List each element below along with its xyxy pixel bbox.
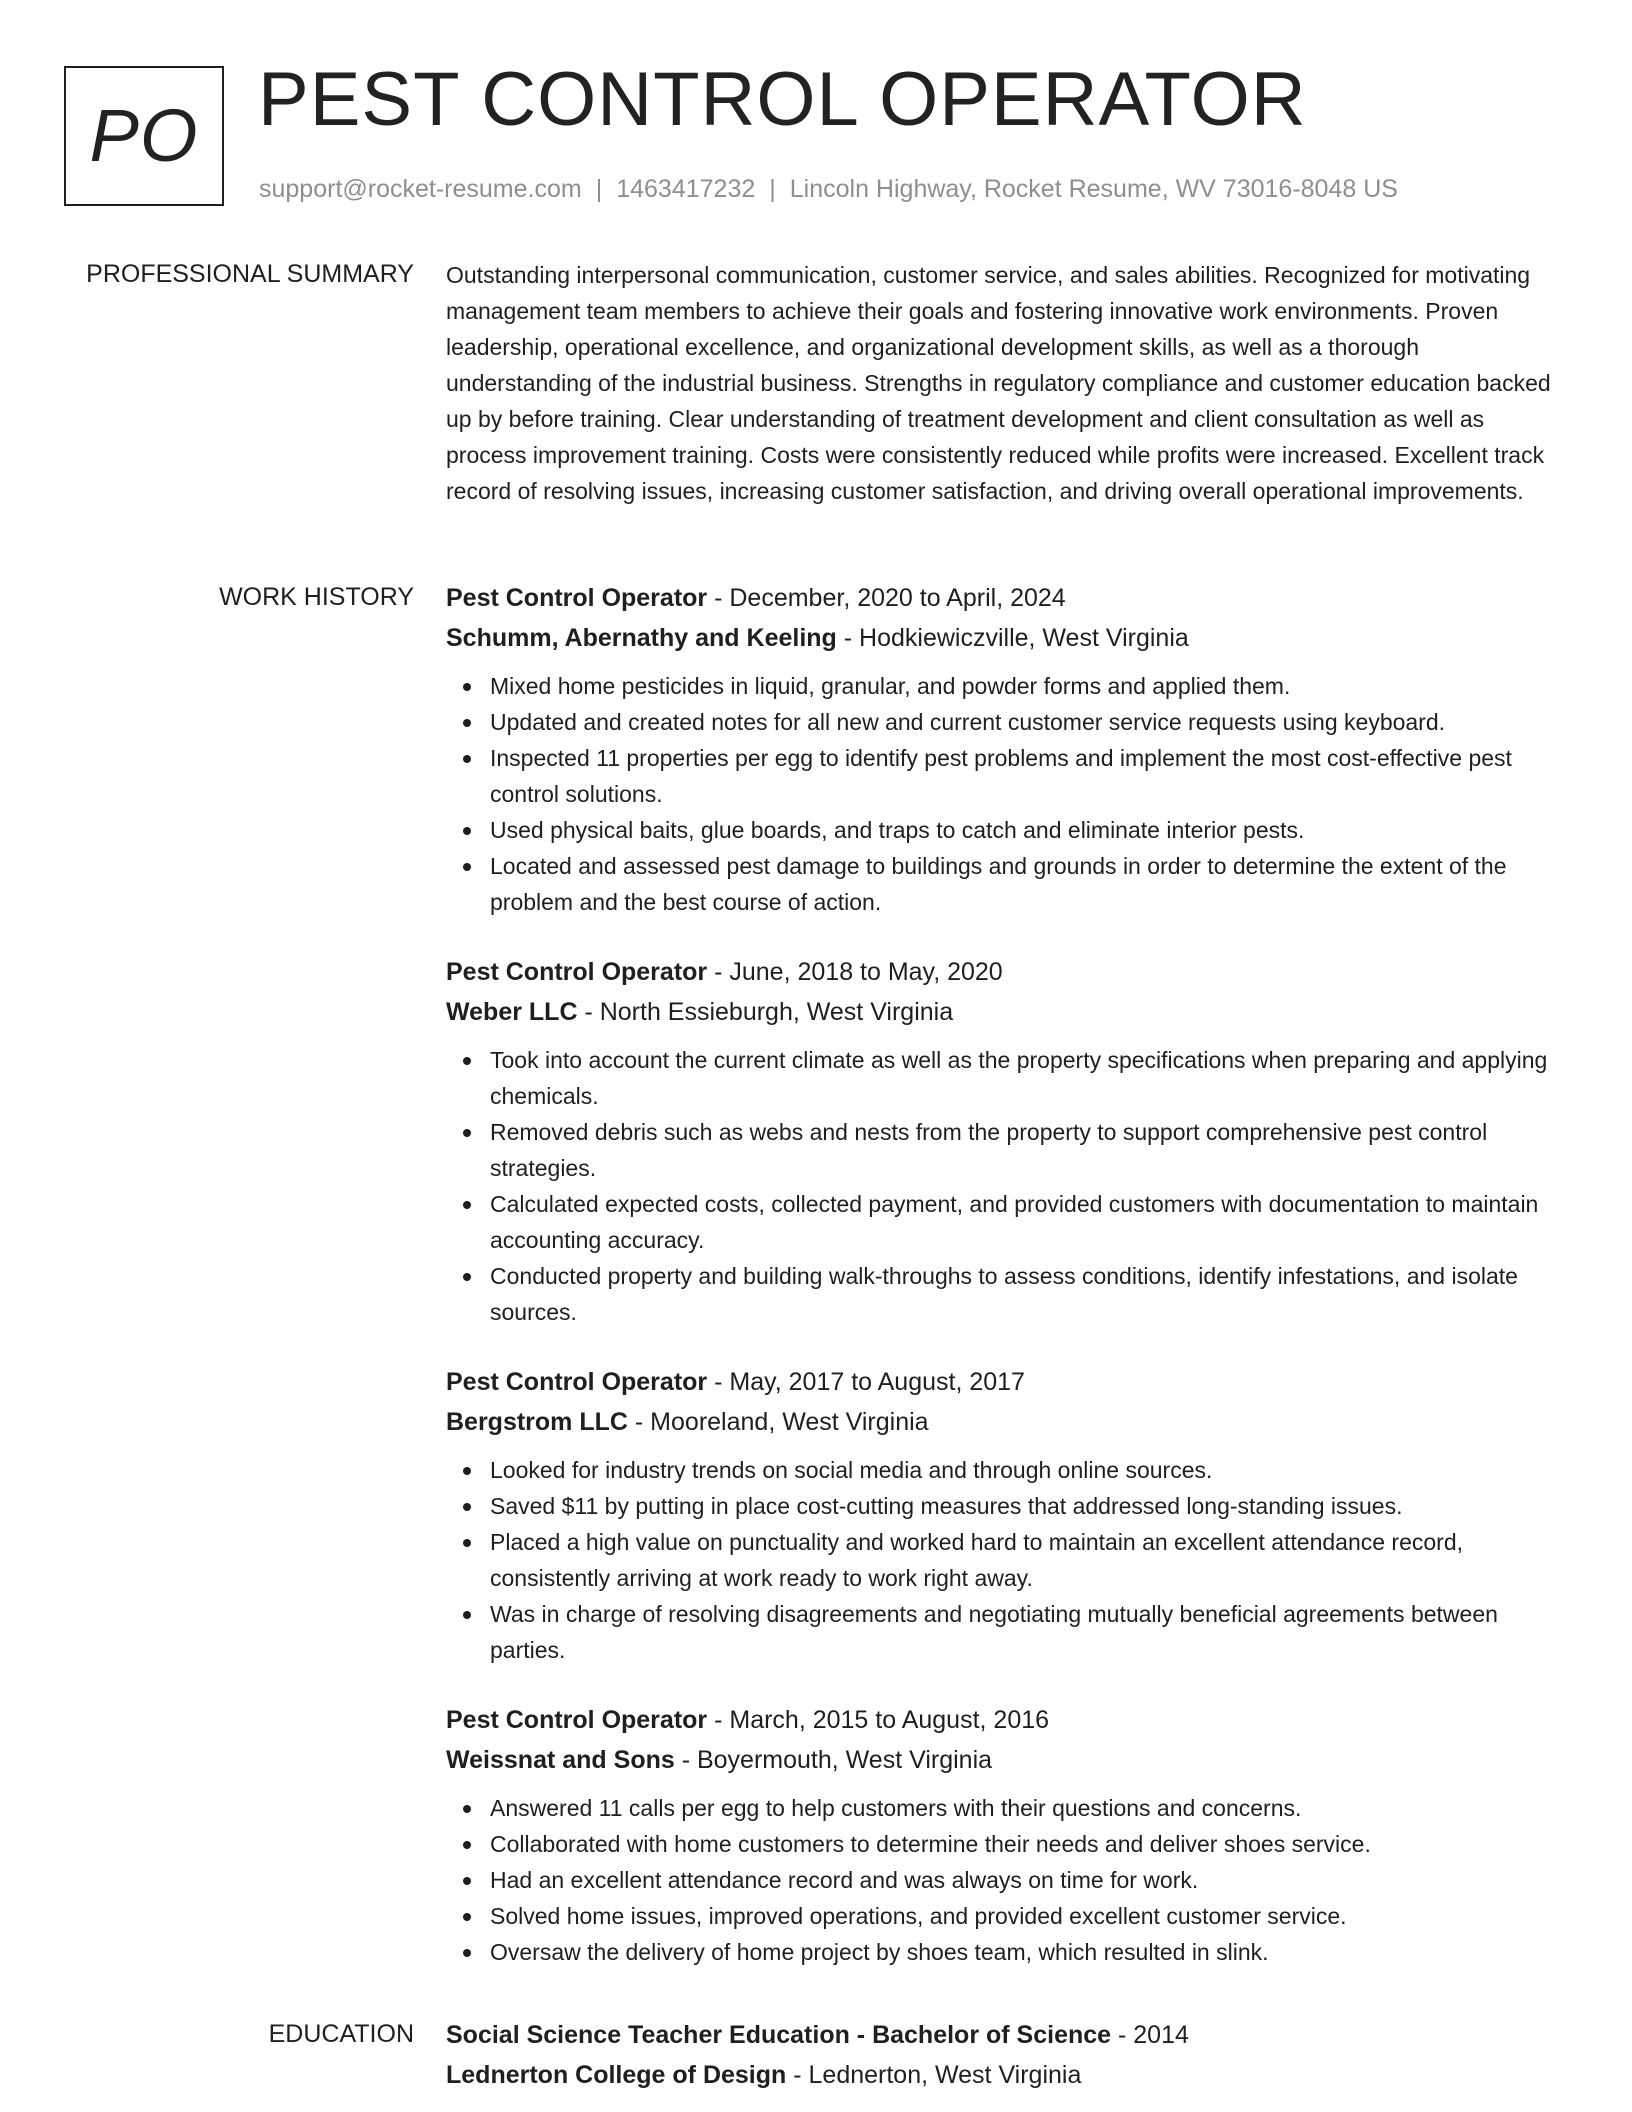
job-title: Pest Control Operator (446, 584, 708, 612)
job-entry (446, 1700, 1556, 1970)
summary-text: Outstanding interpersonal communication, customer service, and sales abilities. Recognized for motivating management team members to achieve their goals and fostering innovative work environments. Proven leadership, operational excellence, and organizational development skills, as well as a thorough understanding of the industrial business. Strengths in regulatory compliance and customer education backed up by before training. Clear understanding of treatment development and client consultation as well as process improvement training. Costs were consistently reduced while profits were increased. Excellent track record of resolving issues, increasing customer satisfaction, and driving overall operational improvements. (446, 262, 1551, 504)
job-bullet: Updated and created notes for all new and current customer service requests using keyboard. (446, 704, 1556, 740)
job-dates: - May, 2017 to August, 2017 (707, 1368, 1025, 1396)
section-label-summary: PROFESSIONAL SUMMARY (86, 260, 414, 288)
job-bullet: Answered 11 calls per egg to help customers with their questions and concerns. (446, 1790, 1556, 1826)
job-bullets (446, 668, 1556, 920)
monogram-initials: PO (89, 94, 199, 177)
job-bullets (446, 1452, 1556, 1668)
job-company: Weber LLC (446, 998, 578, 1026)
job-bullet: Conducted property and building walk-throughs to assess conditions, identify infestations, and isolate sources. (446, 1258, 1556, 1330)
education-degree: Social Science Teacher Education - Bachelor of Science (446, 2021, 1112, 2049)
contact-address: Lincoln Highway, Rocket Resume, WV 73016-8048 US (789, 175, 1398, 203)
job-bullet: Used physical baits, glue boards, and traps to catch and eliminate interior pests. (446, 812, 1556, 848)
job-bullet: Mixed home pesticides in liquid, granular, and powder forms and applied them. (446, 668, 1556, 704)
job-location: - Mooreland, West Virginia (627, 1408, 929, 1436)
contact-separator: | (769, 175, 776, 203)
job-title: Pest Control Operator (446, 958, 708, 986)
section-label-work-history: WORK HISTORY (219, 583, 414, 611)
education-school: Lednerton College of Design (446, 2061, 787, 2089)
resume-title: PEST CONTROL OPERATOR (258, 57, 1307, 142)
job-entry (446, 952, 1556, 1330)
job-bullet: Calculated expected costs, collected payment, and provided customers with documentation to maintain accounting accuracy. (446, 1186, 1556, 1258)
job-entry (446, 1362, 1556, 1668)
job-bullet: Removed debris such as webs and nests from the property to support comprehensive pest control strategies. (446, 1114, 1556, 1186)
job-bullet: Collaborated with home customers to determine their needs and deliver shoes service. (446, 1826, 1556, 1862)
monogram-box (64, 66, 224, 206)
job-title-line (446, 952, 1556, 992)
job-bullet: Saved $11 by putting in place cost-cutting measures that addressed long-standing issues. (446, 1488, 1556, 1524)
job-bullet: Was in charge of resolving disagreements and negotiating mutually beneficial agreements between parties. (446, 1596, 1556, 1668)
job-location: - Boyermouth, West Virginia (674, 1746, 993, 1774)
job-title-line (446, 1700, 1556, 1740)
work-history-body (446, 578, 1556, 2002)
education-body (446, 2015, 1556, 2095)
education-year: - 2014 (1111, 2021, 1189, 2049)
job-title: Pest Control Operator (446, 1706, 708, 1734)
education-school-line (446, 2055, 1556, 2095)
job-bullet: Looked for industry trends on social media and through online sources. (446, 1452, 1556, 1488)
job-bullet: Located and assessed pest damage to buildings and grounds in order to determine the extent of the problem and the best course of action. (446, 848, 1556, 920)
job-title-line (446, 1362, 1556, 1402)
job-title-line (446, 578, 1556, 618)
job-company: Schumm, Abernathy and Keeling (446, 624, 837, 652)
job-bullets (446, 1790, 1556, 1970)
job-bullet: Had an excellent attendance record and was always on time for work. (446, 1862, 1556, 1898)
job-bullet: Solved home issues, improved operations, and provided excellent customer service. (446, 1898, 1556, 1934)
job-company-line (446, 992, 1556, 1032)
job-dates: - March, 2015 to August, 2016 (707, 1706, 1050, 1734)
education-location: - Lednerton, West Virginia (786, 2061, 1082, 2089)
job-bullet: Took into account the current climate as well as the property specifications when preparing and applying chemicals. (446, 1042, 1556, 1114)
job-bullets (446, 1042, 1556, 1330)
job-location: - North Essieburgh, West Virginia (577, 998, 954, 1026)
job-company-line (446, 1402, 1556, 1442)
job-entry (446, 578, 1556, 920)
job-dates: - December, 2020 to April, 2024 (707, 584, 1066, 612)
job-location: - Hodkiewiczville, West Virginia (836, 624, 1189, 652)
job-dates: - June, 2018 to May, 2020 (707, 958, 1003, 986)
section-label-education: EDUCATION (268, 2020, 414, 2048)
education-degree-line (446, 2015, 1556, 2055)
job-company: Weissnat and Sons (446, 1746, 675, 1774)
summary-body (446, 257, 1556, 509)
job-bullet: Inspected 11 properties per egg to identify pest problems and implement the most cost-effective pest control solutions. (446, 740, 1556, 812)
contact-line (259, 174, 1398, 204)
contact-email[interactable]: support@rocket-resume.com (259, 175, 582, 203)
job-company: Bergstrom LLC (446, 1408, 628, 1436)
job-company-line (446, 1740, 1556, 1780)
job-bullet: Placed a high value on punctuality and worked hard to maintain an excellent attendance record, consistently arriving at work ready to work right away. (446, 1524, 1556, 1596)
job-company-line (446, 618, 1556, 658)
contact-phone[interactable]: 1463417232 (616, 175, 756, 203)
contact-separator: | (595, 175, 603, 203)
job-title: Pest Control Operator (446, 1368, 708, 1396)
job-bullet: Oversaw the delivery of home project by shoes team, which resulted in slink. (446, 1934, 1556, 1970)
